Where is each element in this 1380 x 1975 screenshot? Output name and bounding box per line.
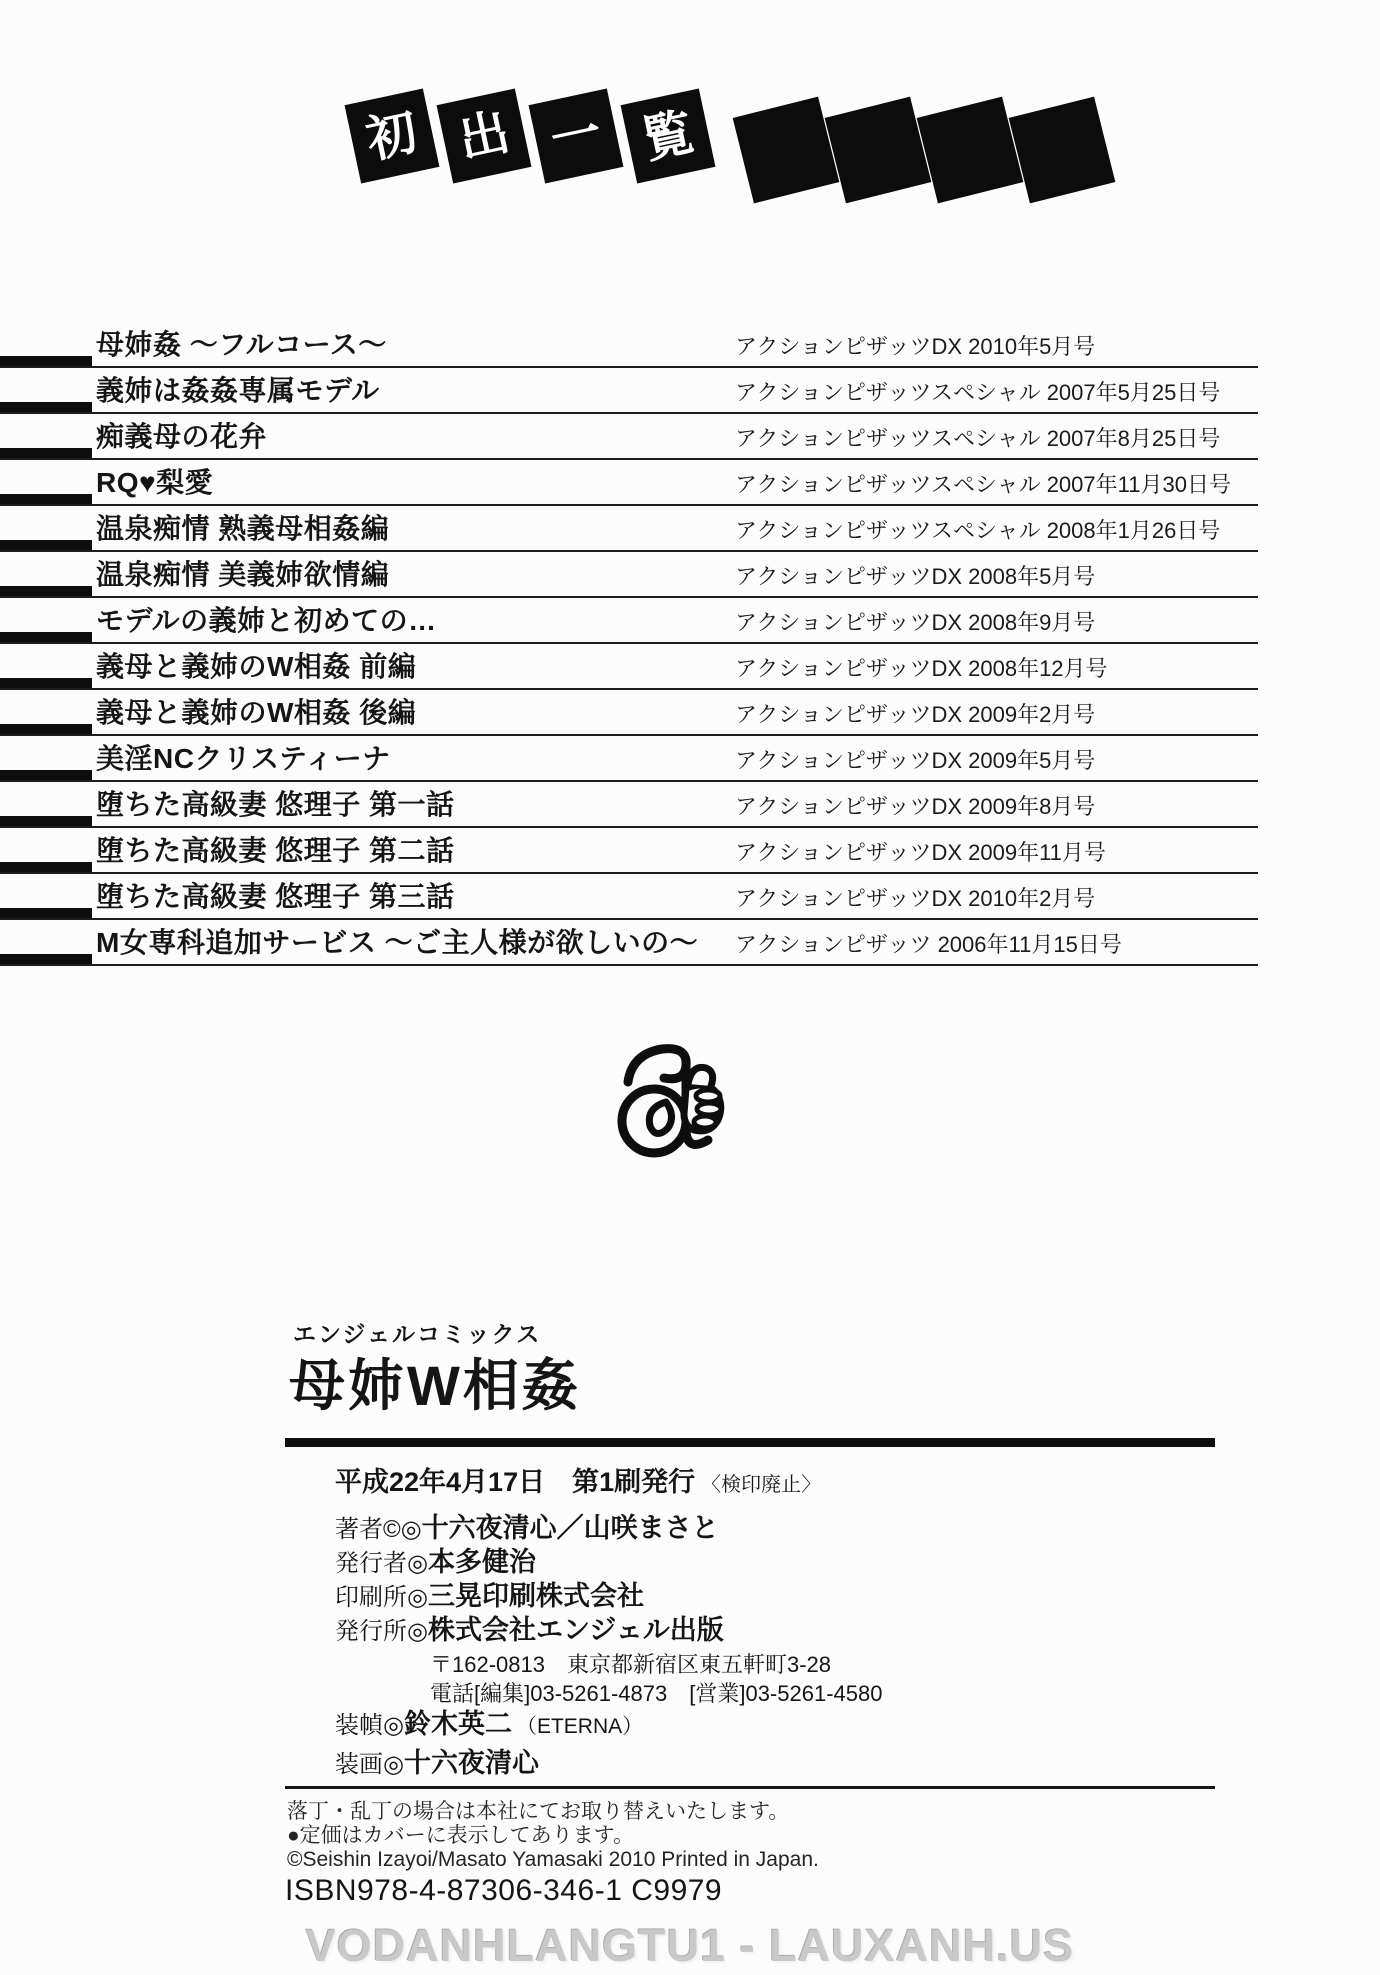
credit-separator: ◎ bbox=[383, 1751, 404, 1778]
credit-value: 鈴木英二 bbox=[403, 1709, 512, 1739]
watermark-text: VODANHLANGTU1 - LAUXANH.US bbox=[305, 1920, 1075, 1971]
credit-cover-design bbox=[335, 1706, 643, 1745]
credit-label: 印刷所 bbox=[335, 1584, 407, 1611]
credit-value: 十六夜清心 bbox=[403, 1748, 539, 1778]
publication-source: アクションピザッツDX 2008年9月号 bbox=[735, 610, 1096, 635]
header-title-tile: 覧 bbox=[621, 89, 716, 184]
publication-row bbox=[0, 506, 1380, 552]
publication-row bbox=[0, 874, 1380, 920]
phone-numbers: 電話[編集]03-5261-4873 [営業]03-5261-4580 bbox=[430, 1681, 883, 1706]
header-blank-tile bbox=[825, 97, 932, 204]
publication-source: アクションピザッツDX 2008年5月号 bbox=[735, 564, 1096, 589]
chapter-title: 義姉は姦姦専属モデル bbox=[96, 375, 380, 406]
row-tick-mark bbox=[0, 770, 92, 780]
publication-source: アクションピザッツDX 2009年5月号 bbox=[735, 748, 1096, 773]
row-tick-mark bbox=[0, 540, 92, 550]
design-credits-block bbox=[335, 1706, 643, 1783]
credit-cover-art bbox=[335, 1745, 643, 1783]
credit-value: 株式会社エンジェル出版 bbox=[427, 1615, 724, 1645]
chapter-title: 温泉痴情 美義姉欲情編 bbox=[96, 559, 390, 590]
row-tick-mark bbox=[0, 862, 92, 872]
chapter-title: 堕ちた高級妻 悠理子 第三話 bbox=[96, 881, 455, 912]
note-copyright: ©Seishin Izayoi/Masato Yamasaki 2010 Printed in Japan. bbox=[287, 1848, 819, 1871]
credit-publisher-person bbox=[335, 1546, 724, 1580]
row-separator-line bbox=[0, 964, 1258, 966]
credit-separator: ©◎ bbox=[383, 1516, 422, 1543]
chapter-title: 母姉姦 ～フルコース～ bbox=[96, 329, 387, 360]
publication-row bbox=[0, 690, 1380, 736]
row-tick-mark bbox=[0, 954, 92, 964]
credit-value: 三晃印刷株式会社 bbox=[427, 1581, 644, 1611]
credit-separator: ◎ bbox=[407, 1618, 428, 1645]
header-blank-tile bbox=[917, 97, 1024, 204]
publication-source: アクションピザッツ 2006年11月15日号 bbox=[735, 932, 1122, 957]
row-tick-mark bbox=[0, 632, 92, 642]
notes-block bbox=[287, 1800, 819, 1872]
credit-label: 著者 bbox=[335, 1516, 383, 1543]
publication-source: アクションピザッツスペシャル 2008年1月26日号 bbox=[735, 518, 1221, 543]
note-returns: 落丁・乱丁の場合は本社にてお取り替えいたします。 bbox=[287, 1800, 790, 1823]
publication-source: アクションピザッツスペシャル 2007年11月30日号 bbox=[735, 472, 1231, 497]
credit-separator: ◎ bbox=[407, 1584, 428, 1611]
chapter-title: 義母と義姉のW相姦 前編 bbox=[96, 651, 417, 682]
row-tick-mark bbox=[0, 678, 92, 688]
first-publication-list bbox=[0, 322, 1380, 966]
header-banner bbox=[0, 0, 1380, 240]
header-title-tile: 出 bbox=[437, 89, 532, 184]
address-block bbox=[430, 1650, 882, 1708]
publication-source: アクションピザッツDX 2009年11月号 bbox=[735, 840, 1106, 865]
chapter-title: M女専科追加サービス ～ご主人様が欲しいの～ bbox=[96, 927, 699, 958]
book-title: 母姉W相姦 bbox=[289, 1354, 581, 1417]
credit-suffix: （ETERNA） bbox=[515, 1715, 644, 1738]
print-note: 〈検印廃止〉 bbox=[701, 1474, 822, 1496]
chapter-title: RQ♥梨愛 bbox=[96, 467, 214, 498]
publication-row bbox=[0, 920, 1380, 966]
publication-source: アクションピザッツDX 2009年2月号 bbox=[735, 702, 1096, 727]
credit-value: 十六夜清心／山咲まさと bbox=[421, 1513, 719, 1543]
header-blank-tile bbox=[1009, 97, 1116, 204]
notes-rule bbox=[285, 1786, 1215, 1789]
chapter-title: 堕ちた高級妻 悠理子 第一話 bbox=[96, 789, 455, 820]
publication-source: アクションピザッツDX 2009年8月号 bbox=[735, 794, 1096, 819]
note-price: ●定価はカバーに表示してあります。 bbox=[287, 1824, 635, 1847]
print-date-line bbox=[335, 1460, 821, 1499]
credit-label: 発行所 bbox=[335, 1618, 407, 1645]
row-tick-mark bbox=[0, 908, 92, 918]
credit-separator: ◎ bbox=[407, 1550, 428, 1577]
chapter-title: 美淫NCクリスティーナ bbox=[96, 743, 391, 774]
imprint-label: エンジェルコミックス bbox=[293, 1321, 542, 1347]
publication-row bbox=[0, 782, 1380, 828]
chapter-title: モデルの義姉と初めての… bbox=[96, 605, 437, 636]
print-date: 平成22年4月17日 第1刷発行 bbox=[335, 1467, 696, 1497]
publication-source: アクションピザッツDX 2008年12月号 bbox=[735, 656, 1108, 681]
header-blank-tile bbox=[733, 97, 840, 204]
chapter-title: 堕ちた高級妻 悠理子 第二話 bbox=[96, 835, 455, 866]
row-tick-mark bbox=[0, 356, 92, 366]
publication-row bbox=[0, 414, 1380, 460]
credit-printer bbox=[335, 1580, 724, 1614]
header-title-tile: 初 bbox=[345, 89, 440, 184]
row-tick-mark bbox=[0, 402, 92, 412]
publication-row bbox=[0, 828, 1380, 874]
credit-label: 発行者 bbox=[335, 1550, 407, 1577]
row-tick-mark bbox=[0, 448, 92, 458]
isbn-line: ISBN978-4-87306-346-1 C9979 bbox=[285, 1874, 723, 1907]
credit-publishing-house bbox=[335, 1614, 724, 1648]
publication-row bbox=[0, 460, 1380, 506]
publication-row bbox=[0, 552, 1380, 598]
row-tick-mark bbox=[0, 494, 92, 504]
publication-source: アクションピザッツDX 2010年5月号 bbox=[735, 334, 1096, 359]
publication-row bbox=[0, 644, 1380, 690]
credit-author bbox=[335, 1512, 724, 1546]
postal-address: 〒162-0813 東京都新宿区東五軒町3-28 bbox=[430, 1652, 832, 1677]
publication-row bbox=[0, 368, 1380, 414]
publication-row bbox=[0, 736, 1380, 782]
credits-block bbox=[335, 1512, 724, 1648]
publication-source: アクションピザッツスペシャル 2007年5月25日号 bbox=[735, 380, 1221, 405]
credit-value: 本多健治 bbox=[427, 1547, 536, 1577]
credit-label: 装画 bbox=[335, 1751, 383, 1778]
row-tick-mark bbox=[0, 586, 92, 596]
title-rule bbox=[285, 1438, 1215, 1447]
publication-row bbox=[0, 322, 1380, 368]
header-title-tile: 一 bbox=[529, 89, 624, 184]
credit-separator: ◎ bbox=[383, 1712, 404, 1739]
chapter-title: 義母と義姉のW相姦 後編 bbox=[96, 697, 417, 728]
chapter-title: 痴義母の花弁 bbox=[96, 421, 268, 452]
publication-row bbox=[0, 598, 1380, 644]
row-tick-mark bbox=[0, 724, 92, 734]
chapter-title: 温泉痴情 熟義母相姦編 bbox=[96, 513, 390, 544]
credit-label: 装幀 bbox=[335, 1712, 383, 1739]
row-tick-mark bbox=[0, 816, 92, 826]
angel-publishing-logo bbox=[612, 1036, 742, 1170]
publication-source: アクションピザッツスペシャル 2007年8月25日号 bbox=[735, 426, 1221, 451]
publication-source: アクションピザッツDX 2010年2月号 bbox=[735, 886, 1096, 911]
